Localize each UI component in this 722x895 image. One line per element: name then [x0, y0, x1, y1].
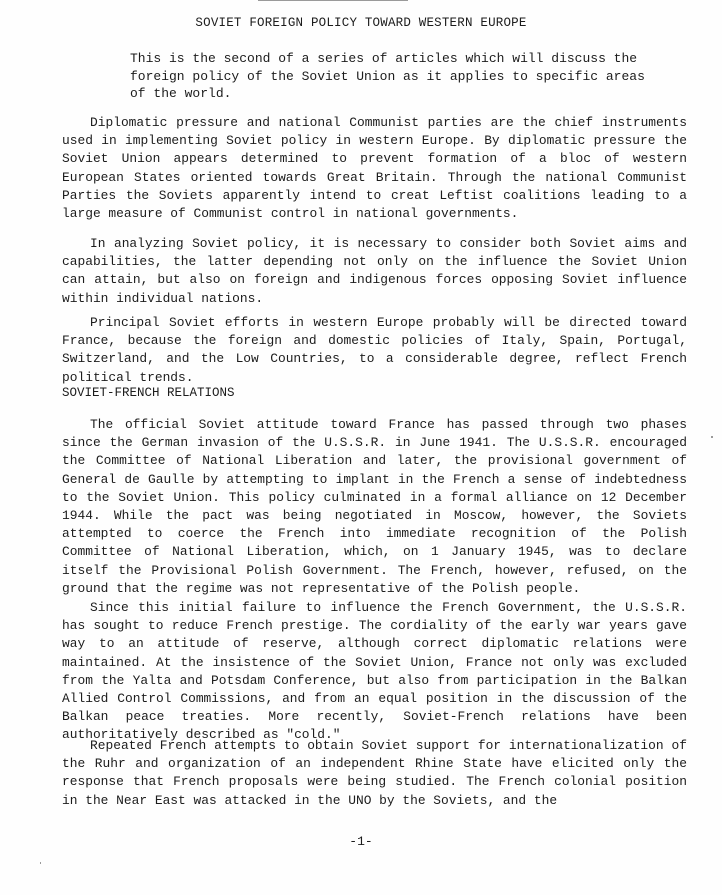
section-paragraph-1: The official Soviet attitude toward France has passed through two phases since the German invasion of the U.S.S.R. in June 1941. The U.S.S.R. encouraged the Committee of National Liberation and later, the provisional government of General de Gaulle by attempting to implant in the French a sense of indebtedness to the Soviet Union. This policy culminated in a formal alliance on 12 December 1944. While the pact was being negotiated in Moscow, however, the Soviets attempted to coerce the French into immediate recognition of the Polish Committee of National Liberation, which, on 1 January 1945, was to declare itself the Provisional Polish Government. The French, however, refused, on the ground that the regime was not representative of the Polish people. — [62, 417, 687, 596]
scan-mark-bottom — [40, 862, 41, 864]
section-heading: SOVIET-FRENCH RELATIONS — [62, 386, 235, 400]
page-number: -1- — [349, 834, 373, 849]
intro-note: This is the second of a series of articles which will discuss the foreign policy of the Soviet Union as it applies to specific areas of the world. — [130, 51, 645, 101]
page-title: SOVIET FOREIGN POLICY TOWARD WESTERN EUROPE — [195, 16, 527, 30]
body-paragraph-1: Diplomatic pressure and national Communist parties are the chief instruments used in implementing Soviet policy in western Europe. By diplomatic pressure the Soviet Union appears determined to prevent formation of a bloc of western European States oriented towards Great Britain. Through the national Communist Parties the Soviets apparently intend to creat Leftist coalitions leading to a large measure of Communist control in national governments. — [62, 115, 687, 222]
scan-mark-right — [711, 436, 713, 438]
body-paragraph-2: In analyzing Soviet policy, it is necessary to consider both Soviet aims and capabilities, the latter depending not only on the influence the Soviet Union can attain, but also on foreign and indigenous forces opposing Soviet influence within individual nations. — [62, 236, 687, 306]
body-paragraph-3: Principal Soviet efforts in western Europe probably will be directed toward France, because the foreign and domestic policies of Italy, Spain, Portugal, Switzerland, and the Low Countries, to a considerable degree, reflect French political trends. — [62, 315, 687, 385]
scan-mark-top — [258, 0, 408, 1]
section-paragraph-3: Repeated French attempts to obtain Soviet support for internationalization of the Ruhr and organization of an independent Rhine State have elicited only the response that French proposals were being studied. The French colonial position in the Near East was attacked in the UNO by the Soviets, and the — [62, 738, 687, 808]
section-paragraph-2: Since this initial failure to influence the French Government, the U.S.S.R. has sought to reduce French prestige. The cordiality of the early war years gave way to an attitude of reserve, although correct diplomatic relations were maintained. At the insistence of the Soviet Union, France not only was excluded from the Yalta and Potsdam Conference, but also from participation in the Balkan Allied Control Commissions, and from an equal position in the discussion of the Balkan peace treaties. More recently, Soviet-French relations have been authoritatively described as "cold." — [62, 600, 687, 743]
